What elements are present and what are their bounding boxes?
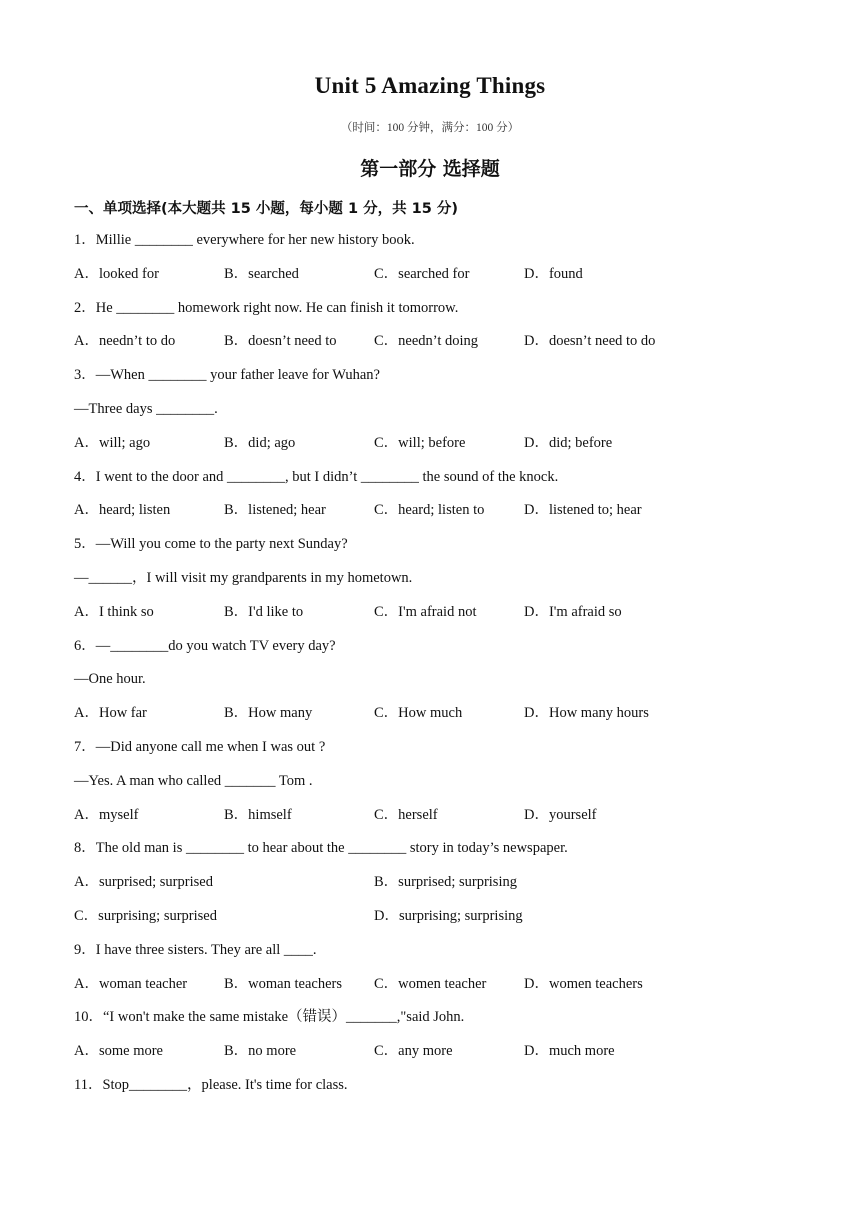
answer-option[interactable]: A．surprised; surprised <box>74 874 213 891</box>
question-dialogue-line: —Yes. A man who called _______ Tom . <box>74 772 313 789</box>
answer-option[interactable]: D．surprising; surprising <box>374 907 523 924</box>
option-row <box>74 262 794 296</box>
answer-option[interactable]: B．surprised; surprising <box>374 874 517 891</box>
answer-option[interactable]: C．heard; listen to <box>374 502 485 519</box>
question-stem: 11．Stop________，please. It's time for class. <box>74 1076 348 1093</box>
answer-option[interactable]: B．himself <box>224 806 292 823</box>
answer-option[interactable]: D．did; before <box>524 434 613 451</box>
question-stem: 3．—When ________ your father leave for Wuhan? <box>74 367 380 384</box>
answer-option[interactable]: C．surprising; surprised <box>74 907 217 924</box>
answer-option[interactable]: A．myself <box>74 806 139 823</box>
answer-option[interactable]: A．I think so <box>74 603 154 620</box>
option-row <box>74 600 794 634</box>
answer-option[interactable]: B．woman teachers <box>224 975 342 992</box>
answer-option[interactable]: D．yourself <box>524 806 597 823</box>
answer-option[interactable]: A．woman teacher <box>74 975 188 992</box>
question-dialogue-line: —One hour. <box>74 671 146 688</box>
answer-option[interactable]: D．How many hours <box>524 705 649 722</box>
answer-option[interactable]: D．found <box>524 265 583 282</box>
answer-option[interactable]: A．needn’t to do <box>74 333 176 350</box>
answer-option[interactable]: D．much more <box>524 1043 615 1060</box>
question-stem: 5．—Will you come to the party next Sunday? <box>74 536 348 553</box>
question-stem: 6．—________do you watch TV every day? <box>74 637 336 654</box>
answer-option[interactable]: C．will; before <box>374 434 466 451</box>
option-row <box>74 701 794 735</box>
answer-option[interactable]: A．looked for <box>74 265 159 282</box>
answer-option[interactable]: C．I'm afraid not <box>374 603 477 620</box>
question-dialogue-line: —______，I will visit my grandparents in my hometown. <box>74 569 413 586</box>
answer-option[interactable]: B．How many <box>224 705 313 722</box>
question-stem: 2．He ________ homework right now. He can finish it tomorrow. <box>74 299 459 316</box>
option-row <box>74 972 794 1006</box>
option-row <box>74 498 794 532</box>
question-stem: 8．The old man is ________ to hear about the ________ story in today’s newspaper. <box>74 840 568 857</box>
answer-option[interactable]: D．women teachers <box>524 975 643 992</box>
option-row <box>74 431 794 465</box>
answer-option[interactable]: C．needn’t doing <box>374 333 479 350</box>
answer-option[interactable]: C．searched for <box>374 265 470 282</box>
question-stem: 9．I have three sisters. They are all ____. <box>74 941 317 958</box>
option-row <box>74 870 794 904</box>
document-title: Unit 5 Amazing Things <box>314 73 546 98</box>
answer-option[interactable]: D．listened to; hear <box>524 502 642 519</box>
question-stem: 4．I went to the door and ________, but I didn’t ________ the sound of the knock. <box>74 468 559 485</box>
section-heading: 一、单项选择(本大题共 15 小题，每小题 1 分，共 15 分) <box>74 201 458 217</box>
answer-option[interactable]: A．heard; listen <box>74 502 171 519</box>
question-stem: 7．—Did anyone call me when I was out ? <box>74 738 326 755</box>
answer-option[interactable]: C．herself <box>374 806 438 823</box>
answer-option[interactable]: D．doesn’t need to do <box>524 333 656 350</box>
answer-option[interactable]: A．some more <box>74 1043 163 1060</box>
answer-option[interactable]: B．did; ago <box>224 434 296 451</box>
answer-option[interactable]: B．I'd like to <box>224 603 304 620</box>
answer-option[interactable]: D．I'm afraid so <box>524 603 622 620</box>
answer-option[interactable]: C．How much <box>374 705 463 722</box>
part-heading: 第一部分 选择题 <box>360 158 500 180</box>
question-list <box>74 228 794 1107</box>
option-row <box>74 803 794 837</box>
answer-option[interactable]: C．any more <box>374 1043 453 1060</box>
question-dialogue-line: —Three days ________. <box>74 400 218 417</box>
question-stem: 10．“I won't make the same mistake（错误）_______,"said John. <box>74 1009 465 1026</box>
question-stem: 1．Millie ________ everywhere for her new history book. <box>74 232 415 248</box>
answer-option[interactable]: B．searched <box>224 265 299 282</box>
answer-option[interactable]: B．listened; hear <box>224 502 326 519</box>
answer-option[interactable]: A．will; ago <box>74 434 151 451</box>
answer-option[interactable]: C．women teacher <box>374 975 487 992</box>
option-row <box>74 329 794 363</box>
option-row <box>74 1039 794 1073</box>
answer-option[interactable]: A．How far <box>74 705 147 722</box>
answer-option[interactable]: B．no more <box>224 1043 297 1060</box>
exam-info: （时间：100 分钟，满分：100 分） <box>340 122 520 134</box>
option-row <box>74 904 794 938</box>
answer-option[interactable]: B．doesn’t need to <box>224 333 337 350</box>
